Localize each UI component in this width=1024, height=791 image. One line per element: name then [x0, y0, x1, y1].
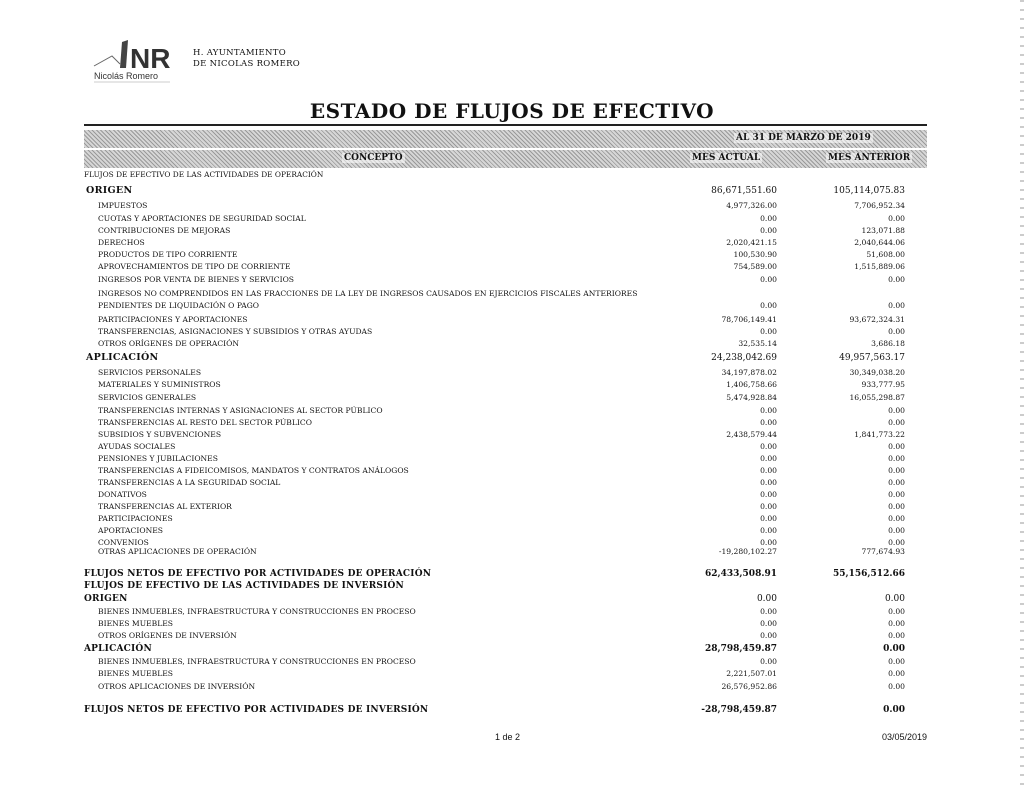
previous-month-value: 777,674.93: [861, 547, 905, 556]
row-label: CUOTAS Y APORTACIONES DE SEGURIDAD SOCIAL: [98, 214, 306, 223]
table-row: [84, 225, 927, 237]
previous-month-value: 2,040,644.06: [854, 238, 905, 247]
current-month-value: 0.00: [756, 594, 777, 604]
row-label: PARTICIPACIONES: [98, 514, 173, 523]
previous-month-value: 0.00: [888, 478, 905, 487]
row-label: DERECHOS: [98, 238, 145, 247]
table-row: [84, 274, 927, 286]
previous-month-value: 123,071.88: [861, 226, 905, 235]
row-label: OTRAS APLICACIONES DE OPERACIÓN: [98, 547, 257, 556]
concept-header: CONCEPTO: [344, 153, 403, 163]
table-row: [84, 477, 927, 489]
row-label: FLUJOS DE EFECTIVO DE LAS ACTIVIDADES DE INVERSIÓN: [84, 581, 404, 591]
current-month-value: 0.00: [760, 526, 777, 535]
previous-month-value: 105,114,075.83: [833, 186, 905, 196]
table-row: [84, 237, 927, 249]
current-month-value: 0.00: [760, 619, 777, 628]
previous-month-value: 0.00: [888, 607, 905, 616]
table-row: [84, 169, 927, 181]
current-month-value: 0.00: [760, 214, 777, 223]
table-row: [84, 618, 927, 630]
current-month-value: 0.00: [760, 657, 777, 666]
table-row: [84, 213, 927, 225]
row-label: PARTICIPACIONES Y APORTACIONES: [98, 315, 248, 324]
footer-date: 03/05/2019: [882, 732, 928, 742]
previous-month-value: 0.00: [888, 490, 905, 499]
row-label: APROVECHAMIENTOS DE TIPO DE CORRIENTE: [98, 262, 291, 271]
previous-month-value: 1,841,773.22: [854, 430, 905, 439]
org-line-2: DE NICOLAS ROMERO: [193, 59, 301, 69]
row-label: BIENES INMUEBLES, INFRAESTRUCTURA Y CONSTRUCCIONES EN PROCESO: [98, 657, 416, 666]
row-label: APLICACIÓN: [86, 352, 159, 363]
current-month-value: 0.00: [760, 607, 777, 616]
table-row: [84, 489, 927, 501]
org-line-1: H. AYUNTAMIENTO: [193, 48, 287, 58]
previous-month-value: 0.00: [888, 327, 905, 336]
table-row: [84, 580, 927, 592]
current-month-value: 0.00: [760, 275, 777, 284]
current-month-value: 1,406,758.66: [726, 380, 777, 389]
row-label: PRODUCTOS DE TIPO CORRIENTE: [98, 250, 238, 259]
previous-month-value: 0.00: [883, 705, 905, 715]
row-label: FLUJOS DE EFECTIVO DE LAS ACTIVIDADES DE OPERACIÓN: [84, 170, 324, 179]
current-month-value: 2,438,579.44: [726, 430, 777, 439]
row-label: OTROS ORÍGENES DE OPERACIÓN: [98, 339, 240, 348]
table-row: [84, 593, 927, 605]
previous-month-value: 0.00: [888, 682, 905, 691]
current-month-value: 0.00: [760, 406, 777, 415]
table-row: [84, 338, 927, 350]
table-row: [84, 513, 927, 525]
row-label: ORIGEN: [84, 594, 128, 604]
previous-month-value: 51,608.00: [866, 250, 905, 259]
table-row: [84, 367, 927, 379]
row-label: TRANSFERENCIAS INTERNAS Y ASIGNACIONES AL SECTOR PÚBLICO: [98, 406, 383, 415]
current-month-value: 0.00: [760, 301, 777, 310]
current-month-value: 24,238,042.69: [711, 353, 777, 363]
row-label: OTROS APLICACIONES DE INVERSIÓN: [98, 682, 256, 691]
page-number: 1 de 2: [495, 732, 521, 742]
row-label: AYUDAS SOCIALES: [98, 442, 176, 451]
row-label: OTROS ORÍGENES DE INVERSIÓN: [98, 631, 237, 640]
previous-month-value: 0.00: [888, 275, 905, 284]
current-month-value: 32,535.14: [738, 339, 777, 348]
current-month-header: MES ACTUAL: [692, 153, 761, 163]
previous-month-value: 0.00: [888, 538, 905, 547]
current-month-value: 0.00: [760, 418, 777, 427]
previous-month-header: MES ANTERIOR: [828, 153, 911, 163]
period-label: AL 31 DE MARZO DE 2019: [736, 133, 871, 143]
row-label: TRANSFERENCIAS A FIDEICOMISOS, MANDATOS Y CONTRATOS ANÁLOGOS: [98, 466, 409, 475]
previous-month-value: 933,777.95: [861, 380, 905, 389]
previous-month-value: 0.00: [888, 657, 905, 666]
current-month-value: 0.00: [760, 514, 777, 523]
table-row: [84, 681, 927, 693]
title-divider: [84, 124, 927, 126]
current-month-value: 754,589.00: [733, 262, 777, 271]
table-row: [84, 352, 927, 364]
row-label: DONATIVOS: [98, 490, 147, 499]
table-row: [84, 429, 927, 441]
row-label: INGRESOS POR VENTA DE BIENES Y SERVICIOS: [98, 275, 295, 284]
current-month-value: 0.00: [760, 502, 777, 511]
row-label: PENSIONES Y JUBILACIONES: [98, 454, 218, 463]
row-label: MATERIALES Y SUMINISTROS: [98, 380, 221, 389]
row-label: SUBSIDIOS Y SUBVENCIONES: [98, 430, 222, 439]
row-label: SERVICIOS PERSONALES: [98, 368, 202, 377]
table-row: [84, 668, 927, 680]
table-row: [84, 326, 927, 338]
row-label: CONTRIBUCIONES DE MEJORAS: [98, 226, 231, 235]
table-row: [84, 453, 927, 465]
current-month-value: 86,671,551.60: [711, 186, 777, 196]
previous-month-value: 7,706,952.34: [854, 201, 905, 210]
previous-month-value: 0.00: [888, 669, 905, 678]
previous-month-value: 0.00: [888, 442, 905, 451]
previous-month-value: 0.00: [884, 594, 905, 604]
table-row: [84, 417, 927, 429]
previous-month-value: 93,672,324.31: [849, 315, 905, 324]
previous-month-value: 0.00: [888, 631, 905, 640]
row-label: BIENES MUEBLES: [98, 619, 174, 628]
previous-month-value: 0.00: [888, 526, 905, 535]
row-label: CONVENIOS: [98, 538, 149, 547]
current-month-value: 26,576,952.86: [721, 682, 777, 691]
table-row: [84, 200, 927, 212]
organization-name: [193, 48, 300, 70]
table-row: [84, 441, 927, 453]
current-month-value: 4,977,326.00: [726, 201, 777, 210]
previous-month-value: 0.00: [883, 644, 905, 654]
current-month-value: 0.00: [760, 454, 777, 463]
table-row: [84, 568, 927, 580]
previous-month-value: 0.00: [888, 514, 905, 523]
row-label: APORTACIONES: [98, 526, 163, 535]
table-row: [84, 525, 927, 537]
table-header-period: [84, 130, 927, 148]
table-row: [84, 643, 927, 655]
row-label: APLICACIÓN: [84, 644, 152, 654]
previous-month-value: 0.00: [888, 454, 905, 463]
table-row: [84, 405, 927, 417]
table-row: [84, 501, 927, 513]
table-row: [84, 288, 927, 300]
row-label: INGRESOS NO COMPRENDIDOS EN LAS FRACCIONES DE LA LEY DE INGRESOS CAUSADOS EN EJERCICIOS FISCALES ANTERIORES: [98, 289, 638, 298]
current-month-value: 0.00: [760, 631, 777, 640]
previous-month-value: 0.00: [888, 214, 905, 223]
scan-edge: [1020, 0, 1024, 791]
row-label: ORIGEN: [86, 185, 133, 196]
current-month-value: 100,530.90: [733, 250, 777, 259]
previous-month-value: 16,055,298.87: [849, 393, 905, 402]
logo-text: Nicolás Romero: [94, 71, 159, 81]
current-month-value: 0.00: [760, 490, 777, 499]
current-month-value: 0.00: [760, 538, 777, 547]
previous-month-value: 0.00: [888, 619, 905, 628]
row-label: IMPUESTOS: [98, 201, 148, 210]
row-label: PENDIENTES DE LIQUIDACIÓN O PAGO: [98, 301, 260, 310]
previous-month-value: 0.00: [888, 301, 905, 310]
table-row: [84, 300, 927, 312]
current-month-value: 5,474,928.84: [726, 393, 777, 402]
current-month-value: 78,706,149.41: [721, 315, 777, 324]
current-month-value: 0.00: [760, 327, 777, 336]
row-label: TRANSFERENCIAS AL EXTERIOR: [98, 502, 232, 511]
previous-month-value: 0.00: [888, 502, 905, 511]
previous-month-value: 1,515,889.06: [854, 262, 905, 271]
current-month-value: 2,020,421.15: [726, 238, 777, 247]
municipality-logo: [92, 38, 172, 88]
row-label: FLUJOS NETOS DE EFECTIVO POR ACTIVIDADES DE OPERACIÓN: [84, 569, 432, 579]
previous-month-value: 0.00: [888, 466, 905, 475]
table-row: [84, 546, 927, 558]
current-month-value: 34,197,878.02: [721, 368, 777, 377]
page-title: ESTADO DE FLUJOS DE EFECTIVO: [309, 99, 715, 123]
current-month-value: 0.00: [760, 226, 777, 235]
table-row: [84, 249, 927, 261]
table-row: [84, 704, 927, 716]
table-row: [84, 261, 927, 273]
current-month-value: -28,798,459.87: [701, 705, 777, 715]
previous-month-value: 30,349,038.20: [849, 368, 905, 377]
table-row: [84, 379, 927, 391]
current-month-value: 0.00: [760, 466, 777, 475]
previous-month-value: 55,156,512.66: [832, 569, 905, 579]
current-month-value: 0.00: [760, 478, 777, 487]
current-month-value: -19,280,102.27: [718, 547, 777, 556]
current-month-value: 0.00: [760, 442, 777, 451]
current-month-value: 62,433,508.91: [704, 569, 777, 579]
table-header-columns: [84, 150, 927, 168]
table-row: [84, 465, 927, 477]
previous-month-value: 0.00: [888, 418, 905, 427]
row-label: TRANSFERENCIAS A LA SEGURIDAD SOCIAL: [98, 478, 281, 487]
previous-month-value: 49,957,563.17: [839, 353, 905, 363]
current-month-value: 2,221,507.01: [726, 669, 777, 678]
row-label: FLUJOS NETOS DE EFECTIVO POR ACTIVIDADES DE INVERSIÓN: [84, 705, 429, 715]
table-row: [84, 314, 927, 326]
row-label: SERVICIOS GENERALES: [98, 393, 197, 402]
table-row: [84, 630, 927, 642]
table-row: [84, 656, 927, 668]
table-row: [84, 185, 927, 197]
current-month-value: 28,798,459.87: [704, 644, 777, 654]
logo-mark: NR: [130, 43, 171, 74]
previous-month-value: 3,686.18: [871, 339, 905, 348]
row-label: BIENES MUEBLES: [98, 669, 174, 678]
previous-month-value: 0.00: [888, 406, 905, 415]
row-label: TRANSFERENCIAS, ASIGNACIONES Y SUBSIDIOS Y OTRAS AYUDAS: [98, 327, 373, 336]
table-row: [84, 606, 927, 618]
table-row: [84, 392, 927, 404]
row-label: BIENES INMUEBLES, INFRAESTRUCTURA Y CONSTRUCCIONES EN PROCESO: [98, 607, 416, 616]
row-label: TRANSFERENCIAS AL RESTO DEL SECTOR PÚBLICO: [98, 418, 312, 427]
